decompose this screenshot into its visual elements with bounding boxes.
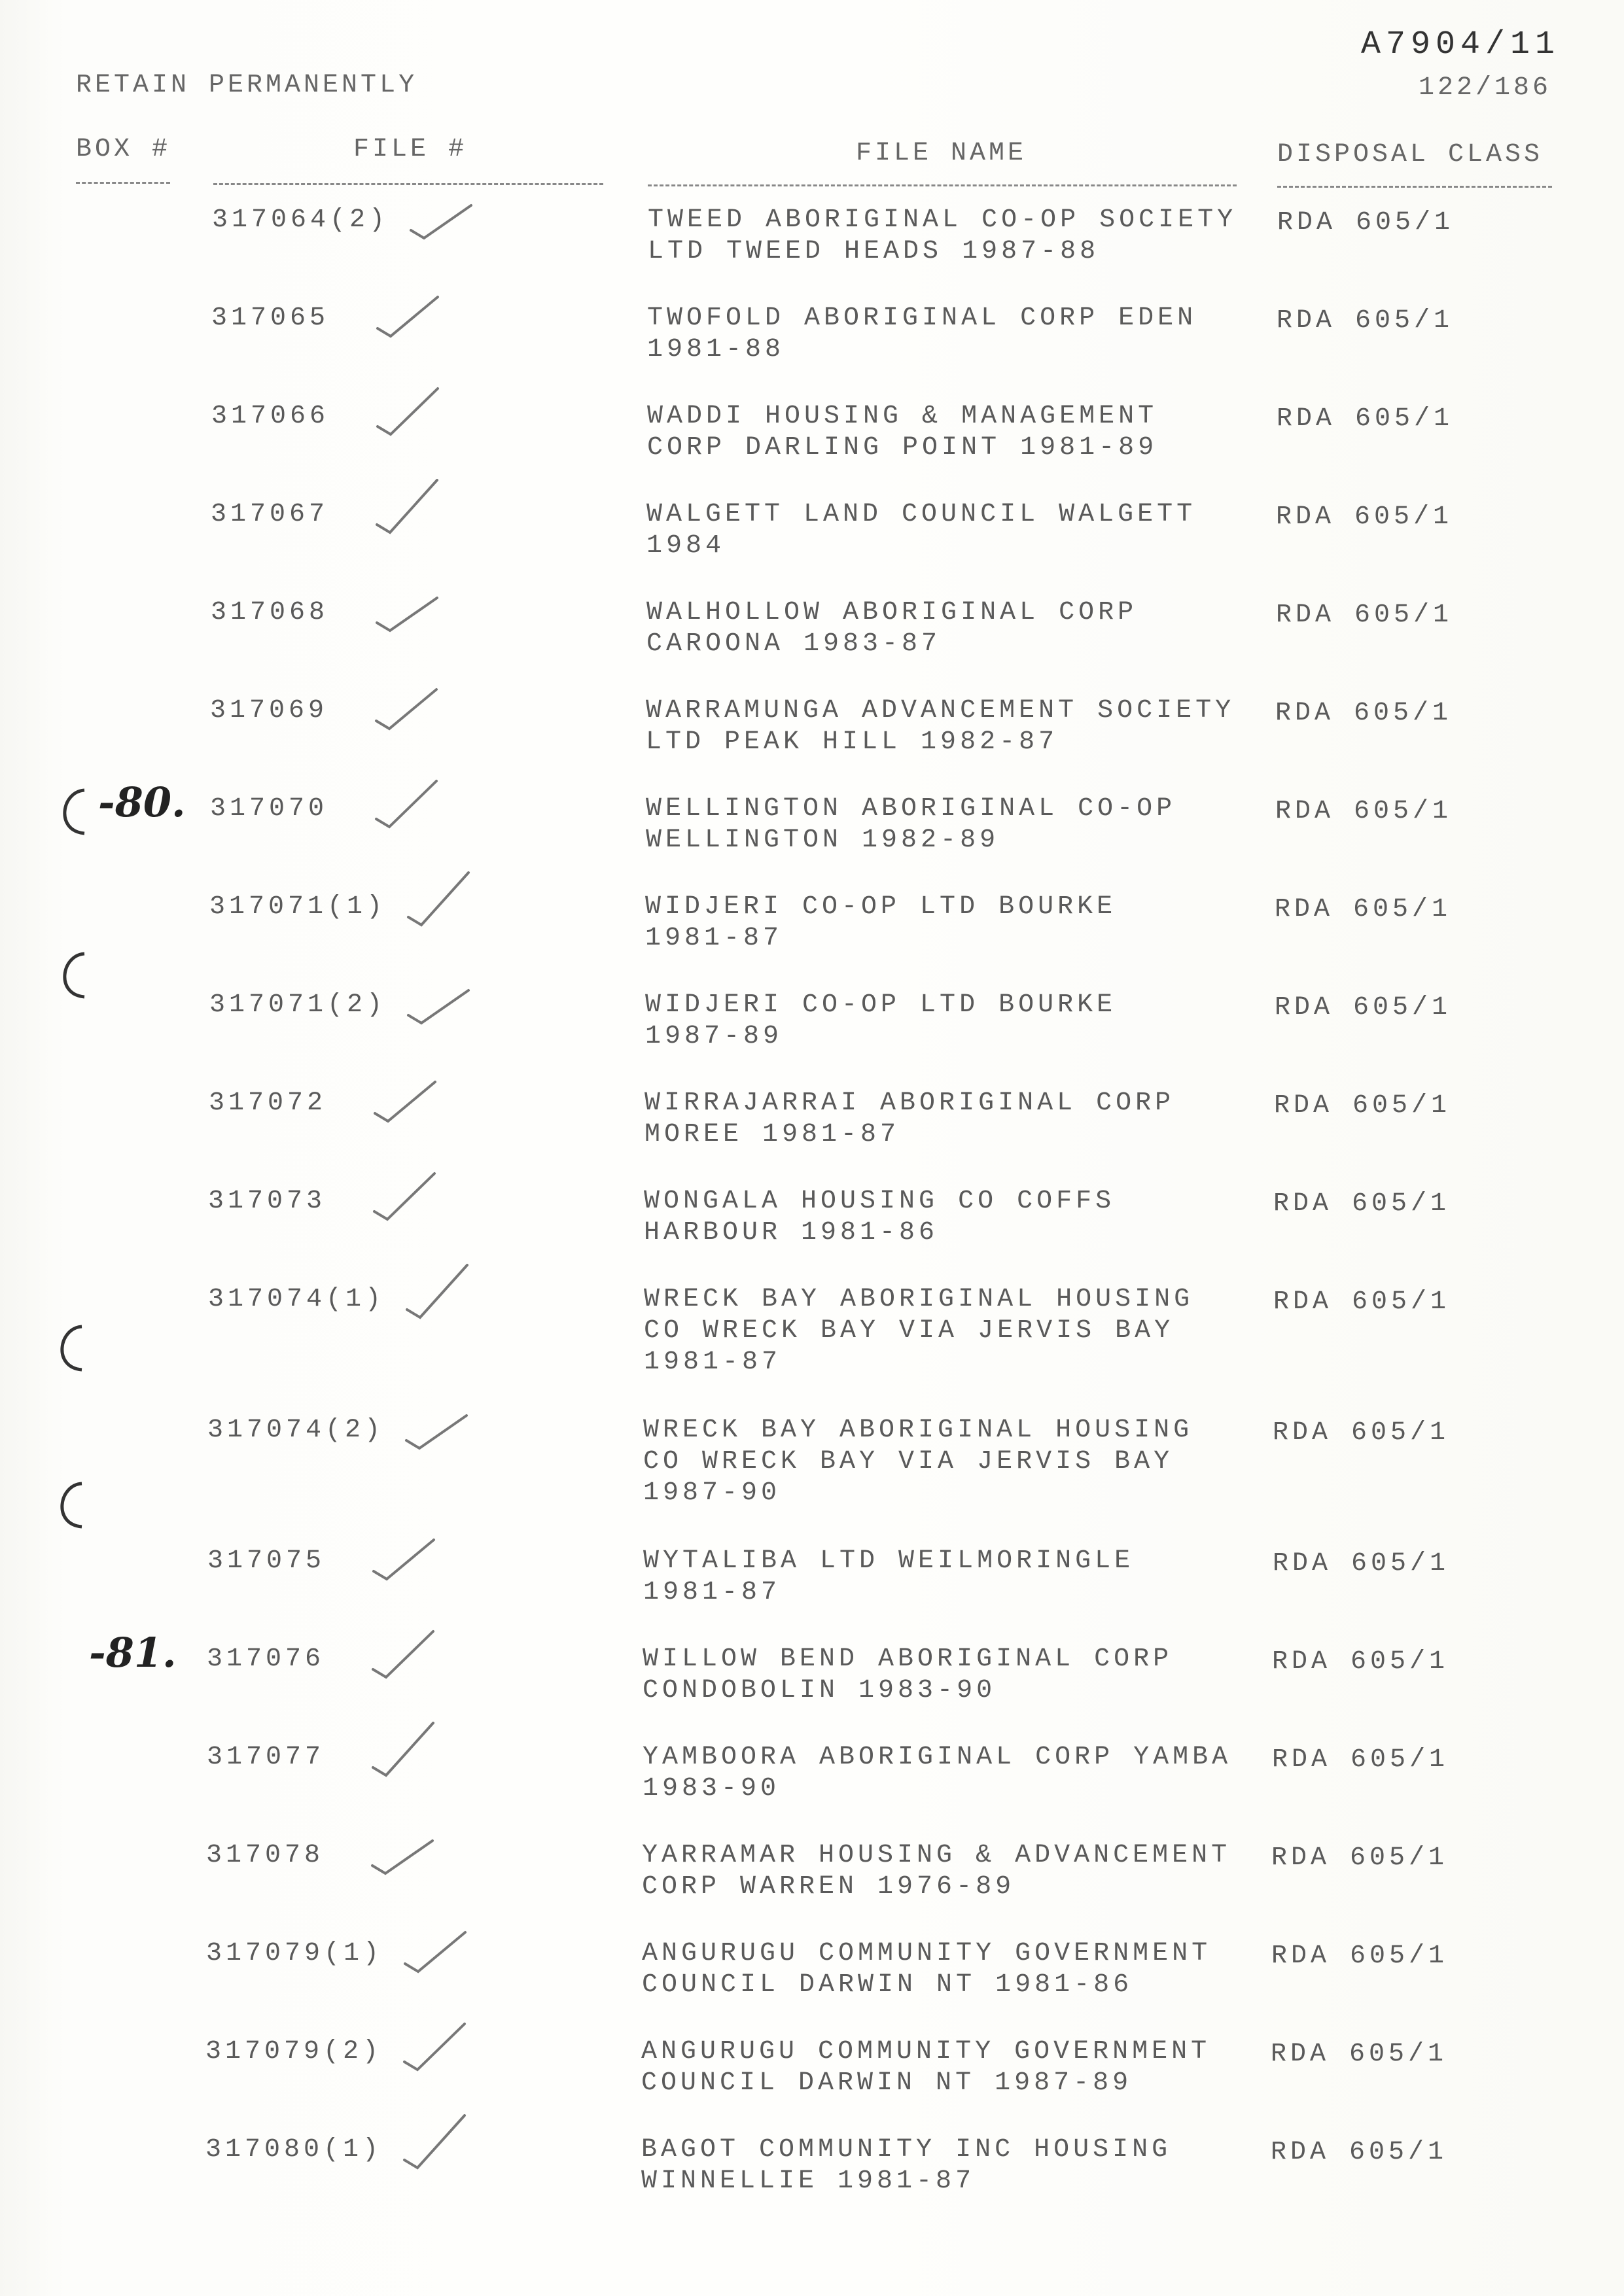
- file-name-line: CO WRECK BAY VIA JERVIS BAY: [643, 1447, 1174, 1476]
- file-name-line: 1981-88: [647, 335, 785, 364]
- check-mark-icon: [372, 283, 444, 341]
- check-mark-icon: [370, 1068, 442, 1126]
- file-name-line: TWOFOLD ABORIGINAL CORP EDEN: [647, 304, 1197, 333]
- file-name-line: WALHOLLOW ABORIGINAL CORP: [646, 598, 1138, 627]
- file-name-line: WINNELLIE 1981-87: [641, 2166, 976, 2196]
- disposal-class: RDA 605/1: [1271, 2040, 1448, 2069]
- column-header-file: FILE #: [353, 135, 468, 164]
- page-count: 122/186: [1419, 73, 1552, 103]
- file-name-line: 1987-89: [645, 1022, 783, 1051]
- check-mark-icon: [368, 1624, 440, 1682]
- file-name-line: WIRRAJARRAI ABORIGINAL CORP: [644, 1088, 1175, 1118]
- disposal-class: RDA 605/1: [1275, 993, 1452, 1022]
- file-number: 317080(1): [205, 2135, 383, 2165]
- retain-permanently-label: RETAIN PERMANENTLY: [76, 71, 418, 100]
- disposal-class: RDA 605/1: [1277, 306, 1454, 336]
- margin-note-80: -80.: [98, 778, 186, 826]
- disposal-class: RDA 605/1: [1277, 404, 1454, 434]
- disposal-class: RDA 605/1: [1273, 1549, 1450, 1578]
- disposal-class: RDA 605/1: [1271, 1843, 1449, 1873]
- file-name-line: WYTALIBA LTD WEILMORINGLE: [643, 1546, 1135, 1576]
- divider-disposal: [1277, 186, 1552, 188]
- check-mark-icon: [406, 184, 478, 243]
- file-name-line: CAROONA 1983-87: [646, 629, 942, 659]
- file-number: 317079(2): [205, 2037, 383, 2066]
- disposal-class: RDA 605/1: [1277, 208, 1455, 237]
- file-number: 317072: [209, 1088, 327, 1118]
- file-name-line: ANGURUGU COMMUNITY GOVERNMENT: [641, 2037, 1211, 2066]
- check-mark-icon: [369, 1166, 441, 1225]
- check-mark-icon: [399, 2016, 471, 2075]
- disposal-class: RDA 605/1: [1274, 1091, 1451, 1121]
- column-header-disposal-class: DISPOSAL CLASS: [1277, 140, 1544, 169]
- check-mark-icon: [371, 675, 443, 734]
- file-number: 317064(2): [212, 205, 389, 235]
- file-name-line: 1984: [646, 531, 726, 561]
- disposal-class: RDA 605/1: [1276, 502, 1453, 532]
- check-mark-icon: [372, 479, 444, 538]
- file-name-line: ANGURUGU COMMUNITY GOVERNMENT: [642, 1939, 1212, 1968]
- disposal-class: RDA 605/1: [1271, 1941, 1449, 1971]
- binder-hole-mark: [48, 785, 94, 837]
- file-number: 317076: [207, 1644, 325, 1674]
- check-mark-icon: [399, 2114, 471, 2173]
- check-mark-icon: [372, 381, 444, 440]
- file-name-line: WADDI HOUSING & MANAGEMENT: [647, 402, 1158, 431]
- file-number: 317077: [207, 1743, 325, 1772]
- divider-file-name: [648, 184, 1237, 186]
- file-name-line: 1983-90: [643, 1774, 781, 1803]
- table-row: [0, 1414, 1624, 1539]
- file-name-line: 1981-87: [644, 1348, 782, 1377]
- disposal-class: RDA 605/1: [1275, 699, 1453, 728]
- disposal-class: RDA 605/1: [1271, 2138, 1448, 2167]
- file-name-line: WONGALA HOUSING CO COFFS: [644, 1187, 1116, 1216]
- table-row: [0, 1283, 1624, 1408]
- check-mark-icon: [371, 773, 443, 832]
- file-name-line: WRECK BAY ABORIGINAL HOUSING: [644, 1285, 1194, 1314]
- check-mark-icon: [403, 871, 475, 930]
- file-number: 317074(2): [207, 1416, 385, 1445]
- file-name-line: 1981-87: [643, 1578, 781, 1607]
- disposal-class: RDA 605/1: [1273, 1287, 1451, 1317]
- file-number: 317071(2): [209, 990, 387, 1020]
- margin-note-81: -81.: [89, 1629, 177, 1677]
- file-number: 317074(1): [208, 1285, 385, 1314]
- file-name-line: CO WRECK BAY VIA JERVIS BAY: [644, 1316, 1174, 1346]
- file-number: 317078: [206, 1841, 325, 1870]
- file-name-line: YAMBOORA ABORIGINAL CORP YAMBA: [643, 1743, 1232, 1772]
- file-name-line: HARBOUR 1981-86: [644, 1218, 939, 1247]
- disposal-class: RDA 605/1: [1273, 1189, 1451, 1219]
- file-name-line: MOREE 1981-87: [644, 1120, 900, 1149]
- file-number: 317071(1): [209, 892, 387, 922]
- file-name-line: WARRAMUNGA ADVANCEMENT SOCIETY: [646, 696, 1235, 725]
- file-name-line: WIDJERI CO-OP LTD BOURKE: [645, 892, 1117, 922]
- check-mark-icon: [368, 1722, 440, 1781]
- file-name-line: WELLINGTON 1982-89: [646, 826, 1000, 855]
- file-name-line: BAGOT COMMUNITY INC HOUSING: [641, 2135, 1172, 2165]
- file-name-line: WRECK BAY ABORIGINAL HOUSING: [643, 1416, 1193, 1445]
- check-mark-icon: [367, 1820, 439, 1879]
- binder-hole-mark: [46, 1478, 92, 1531]
- file-name-line: CONDOBOLIN 1983-90: [643, 1676, 997, 1705]
- binder-hole-mark: [46, 1321, 92, 1374]
- divider-box: [76, 182, 170, 184]
- file-name-line: COUNCIL DARWIN NT 1981-86: [642, 1970, 1133, 2000]
- disposal-class: RDA 605/1: [1272, 1647, 1449, 1677]
- table-row: [0, 2134, 1624, 2258]
- file-name-line: 1987-90: [643, 1478, 781, 1508]
- column-header-box: BOX #: [76, 135, 171, 164]
- file-number: 317065: [211, 304, 330, 333]
- disposal-class: RDA 605/1: [1273, 1418, 1450, 1448]
- file-name-line: WIDJERI CO-OP LTD BOURKE: [645, 990, 1117, 1020]
- file-name-line: CORP DARLING POINT 1981-89: [647, 433, 1158, 462]
- file-number: 317073: [208, 1187, 327, 1216]
- check-mark-icon: [368, 1525, 440, 1584]
- file-name-line: LTD TWEED HEADS 1987-88: [648, 237, 1100, 266]
- file-name-line: WALGETT LAND COUNCIL WALGETT: [646, 500, 1197, 529]
- check-mark-icon: [401, 1395, 473, 1453]
- check-mark-icon: [400, 1918, 472, 1977]
- binder-hole-mark: [48, 948, 94, 1001]
- disposal-class: RDA 605/1: [1276, 600, 1453, 630]
- reference-number: A7904/11: [1361, 26, 1561, 63]
- file-number: 317069: [210, 696, 328, 725]
- file-name-line: WILLOW BEND ABORIGINAL CORP: [643, 1644, 1173, 1674]
- file-name-line: WELLINGTON ABORIGINAL CO-OP: [646, 794, 1176, 824]
- file-name-line: CORP WARREN 1976-89: [642, 1872, 1015, 1902]
- file-name-line: 1981-87: [645, 924, 783, 953]
- file-name-line: YARRAMAR HOUSING & ADVANCEMENT: [642, 1841, 1231, 1870]
- file-name-line: COUNCIL DARWIN NT 1987-89: [641, 2068, 1133, 2098]
- column-header-file-name: FILE NAME: [856, 139, 1027, 168]
- file-number: 317067: [211, 500, 329, 529]
- disposal-class: RDA 605/1: [1275, 895, 1452, 924]
- file-number: 317066: [211, 402, 330, 431]
- disposal-class: RDA 605/1: [1275, 797, 1453, 826]
- disposal-class: RDA 605/1: [1272, 1745, 1449, 1775]
- file-name-line: TWEED ABORIGINAL CO-OP SOCIETY: [648, 205, 1237, 235]
- check-mark-icon: [403, 969, 475, 1028]
- file-number: 317079(1): [206, 1939, 383, 1968]
- file-number: 317075: [207, 1546, 326, 1576]
- check-mark-icon: [402, 1264, 474, 1323]
- file-name-line: LTD PEAK HILL 1982-87: [646, 727, 1059, 757]
- file-number: 317068: [211, 598, 329, 627]
- check-mark-icon: [372, 577, 444, 636]
- file-number: 317070: [210, 794, 328, 824]
